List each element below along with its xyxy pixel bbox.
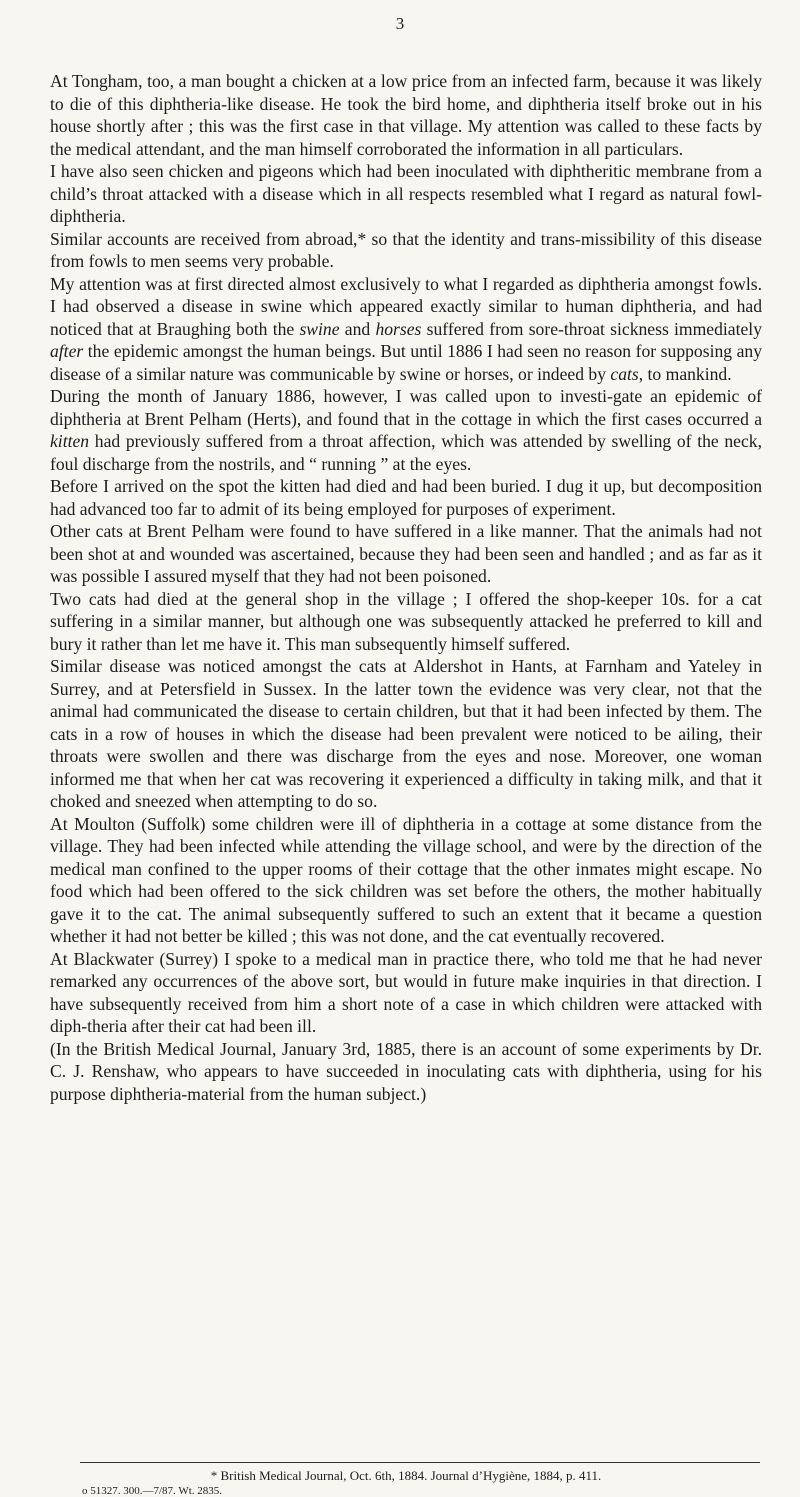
emphasis-horses: horses (375, 318, 422, 339)
paragraph-kitten-buried: Before I arrived on the spot the kitten had died and had been buried. I dug it up, but decomposition had advanced too far to admit of its being employed for purposes of experiment. (50, 476, 762, 519)
paragraph-shopkeeper: Two cats had died at the general shop in the village ; I offered the shop-keeper 10s. for a cat suffering in a similar manner, but although one was subsequently attacked he preferred to kill and bury it rather than let me have it. This man subsequently himself suffered. (50, 588, 762, 654)
text-run: My attention was at first directed almost exclusively to what I regarded as diphtheria amongst fowls. I had observed a disease in swine which appeared exactly similar to human diphtheria, and had noticed that at Braughing both the (50, 273, 762, 339)
paragraph-swine-horses (50, 273, 762, 386)
emphasis-swine: swine (299, 318, 340, 339)
text-run: , to mankind. (638, 363, 732, 384)
emphasis-after: after (50, 341, 84, 361)
text-run: During the month of January 1886, however, I was called upon to investi-gate an epidemic of diphtheria at Brent Pelham (Herts), and found that in the cottage in which the first cases occurred a (50, 386, 762, 429)
footnote-divider (80, 1462, 760, 1463)
body-text (50, 70, 762, 1105)
emphasis-cats: cats (610, 363, 639, 384)
printer-imprint: o 51327. 300.—7/87. Wt. 2835. (82, 1485, 223, 1497)
paragraph-inoculated-birds: I have also seen chicken and pigeons which had been inoculated with diphtheritic membrane from a child’s throat attacked with a disease which in all respects resembled what I regard as natural fowl-diphtheria. (50, 161, 762, 226)
paragraph-other-cats: Other cats at Brent Pelham were found to have suffered in a like manner. That the animals had not been shot at and wounded was ascertained, because they had been seen and handled ; and as far as it was possible I assured myself that they had not been poisoned. (50, 521, 762, 586)
paragraph-abroad: Similar accounts are received from abroad,* so that the identity and trans-missibility of this disease from fowls to men seems very probable. (50, 228, 762, 271)
text-run: and (339, 318, 376, 339)
paragraph-bmj-note: (In the British Medical Journal, January 3rd, 1885, there is an account of some experiments by Dr. C. J. Renshaw, who appears to have succeeded in inoculating cats with diphtheria, using for his purpose diphtheria-material from the human subject.) (50, 1038, 762, 1104)
paragraph-aldershot: Similar disease was noticed amongst the cats at Aldershot in Hants, at Farnham and Yateley in Surrey, and at Petersfield in Sussex. In the latter town the evidence was very clear, not that the animal had communicated the disease to certain children, but that it had been infected by them. The cats in a row of houses in which the disease had been prevalent were noticed to be ailing, their throats were swollen and there was discharge from the eyes and nose. Moreover, one woman informed me that when her cat was recovering it experienced a difficulty in taking milk, and that it choked and sneezed when attempting to do so. (50, 656, 762, 811)
emphasis-kitten: kitten (50, 431, 90, 451)
text-run: had previously suffered from a throat affection, which was attended by swelling of the neck, foul discharge from the nostrils, and “ running ” at the eyes. (50, 431, 762, 474)
paragraph-tongham: At Tongham, too, a man bought a chicken at a low price from an infected farm, because it was likely to die of this diphtheria-like disease. He took the bird home, and diphtheria itself broke out in his house shortly after ; this was the first case in that village. My attention was called to these facts by the medical attendant, and the man himself corroborated the information in all particulars. (50, 71, 762, 159)
paragraph-moulton: At Moulton (Suffolk) some children were ill of diphtheria in a cottage at some distance from the village. They had been infected while attending the village school, and were by the direction of the medical man confined to the upper rooms of their cottage that the other inmates might escape. No food which had been offered to the sick children was set before the others, the mother habitually gave it to the cat. The animal subsequently suffered to such an extent that it became a question whether it had not better be killed ; this was not done, and the cat eventually recovered. (50, 813, 762, 946)
text-run: the epidemic amongst the human beings. But until 1886 I had seen no reason for supposing any disease of a similar nature was communicable by swine or horses, or indeed by (50, 341, 762, 384)
paragraph-blackwater: At Blackwater (Surrey) I spoke to a medical man in practice there, who told me that he had never remarked any occurrences of the above sort, but would in future make inquiries in that direction. I have subsequently received from him a short note of a case in which children were attacked with diph-theria after their cat had been ill. (50, 948, 762, 1036)
text-run: suffered from sore-throat sickness immediately (421, 318, 762, 339)
page-number: 3 (395, 14, 405, 33)
footnote: * British Medical Journal, Oct. 6th, 1884. Journal d’Hygiène, 1884, p. 411. (210, 1468, 602, 1483)
paragraph-brent-pelham (50, 385, 762, 475)
